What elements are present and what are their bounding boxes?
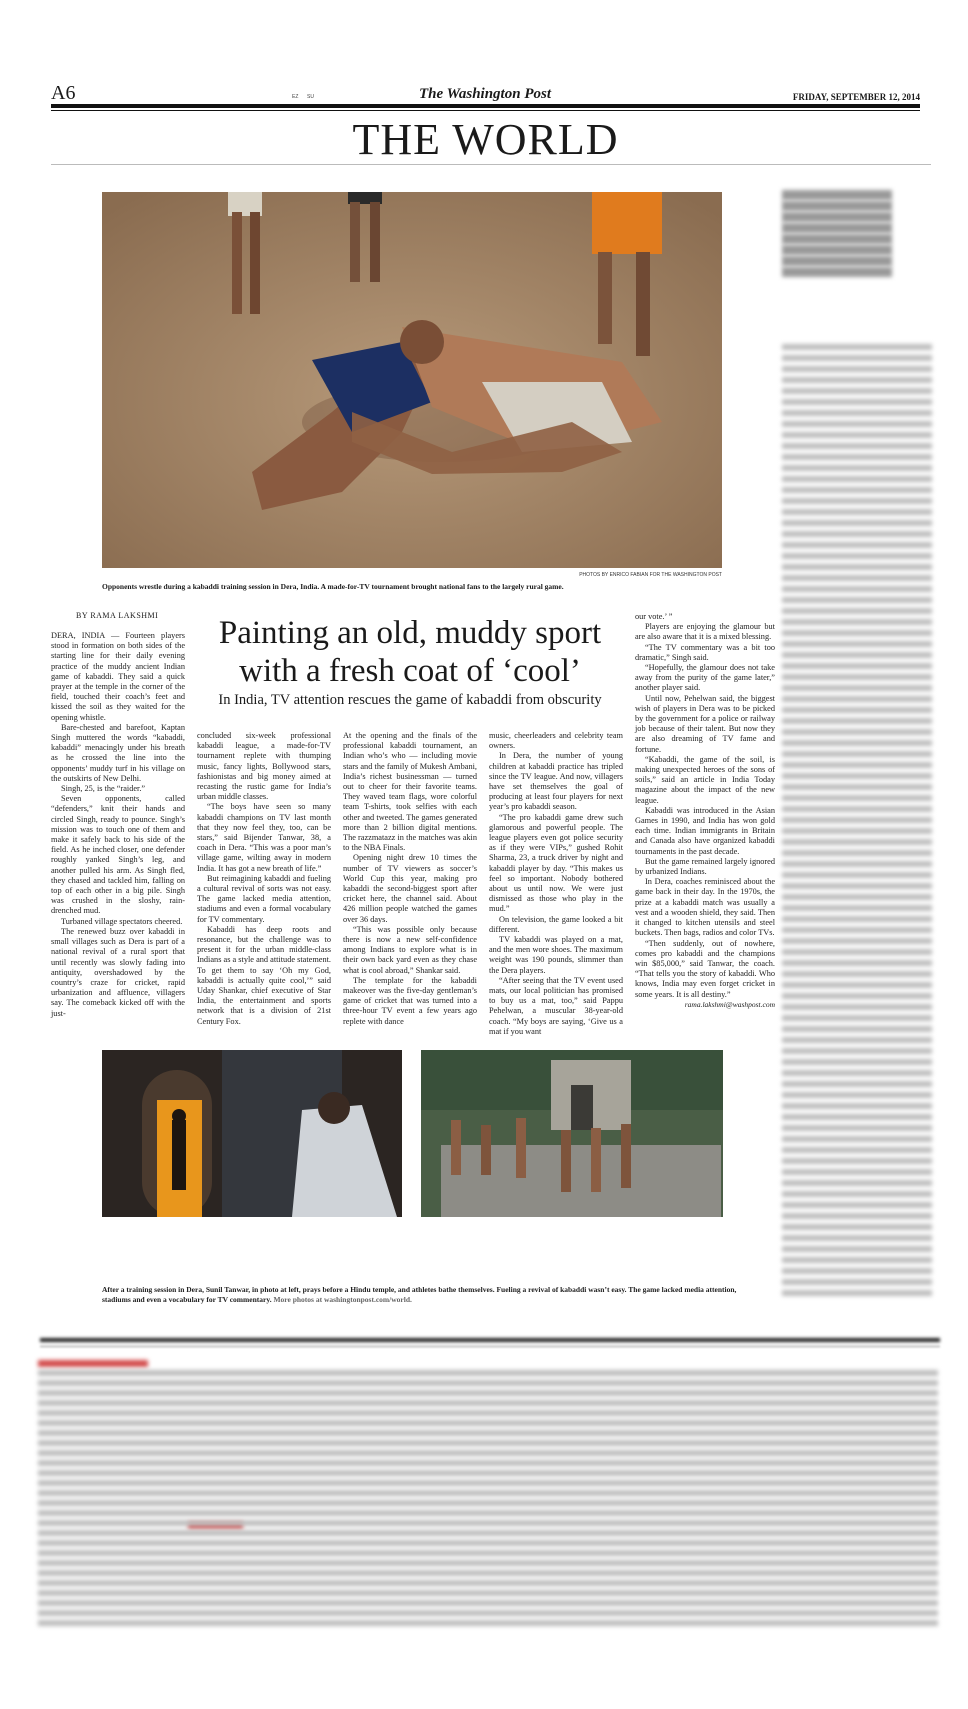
blurred-text-line <box>782 608 932 614</box>
blurred-text-line <box>782 366 932 372</box>
blurred-text-line <box>38 1590 938 1596</box>
blurred-text-line <box>38 1540 938 1546</box>
blurred-text-line <box>782 861 932 867</box>
bathing-photo <box>421 1050 723 1217</box>
author-email: rama.lakshmi@washpost.com <box>684 999 775 1009</box>
blurred-text-line <box>782 828 932 834</box>
blurred-text-line <box>782 1246 932 1252</box>
blurred-text-line <box>782 1114 932 1120</box>
blurred-text-line <box>782 696 932 702</box>
more-photos-link[interactable]: More photos at washingtonpost.com/world. <box>273 1295 412 1304</box>
blurred-text-line <box>782 1092 932 1098</box>
blurred-text-line <box>38 1510 938 1516</box>
blurred-text-line <box>38 1620 938 1626</box>
paragraph: Turbaned village spectators cheered. <box>61 916 183 926</box>
paragraph: Seven opponents, called “defenders,” knit their hands and circled Singh, ready to pounce. Singh’s mission was to touch one of them and make it safely back to his side of the field. As he inched closer, one defender roughly yanked Singh’s leg, and another pulled his arm. As Singh fled, they chased and tackled him, falling on top of each other in a big pile. Singh was crushed in the sloshy, rain-drenched mud. <box>51 794 185 916</box>
blurred-text-line <box>782 399 932 405</box>
article-column-3 <box>343 731 477 1027</box>
masthead-rule <box>51 104 920 108</box>
caption-text: After a training session in Dera, Sunil Tanwar, in photo at left, prays before a Hindu temple, and athletes bathe themselves. Fueling a revival of kabaddi wasn’t easy. The game lacked media attention, stadiums and even a vocabulary for TV commentary. <box>102 1285 737 1304</box>
blurred-text-line <box>782 916 932 922</box>
blurred-text-line <box>38 1410 938 1416</box>
blurred-text-line <box>38 1480 938 1486</box>
blurred-text-line <box>782 1290 932 1296</box>
blurred-text-line <box>782 1235 932 1241</box>
paragraph: “The TV commentary was a bit too dramatic,” Singh said. <box>635 642 775 662</box>
paragraph: our vote.’ ” <box>635 612 673 621</box>
blurred-text-line <box>782 839 932 845</box>
blurred-red-heading <box>38 1360 148 1367</box>
paragraph: At the opening and the finals of the professional kabaddi tournament, an Indian who’s who — including movie stars and the family of Mukesh Ambani, India’s richest businessman — turned out to cheer for their favorite teams. They waved team flags, wore colorful team T-shirts, took selfies with each other and tweeted. The games generated more than 2 billion digital mentions. The razzmatazz in the matches was akin to the NBA Finals. <box>343 731 477 853</box>
blurred-text-line <box>782 1213 932 1219</box>
paragraph: TV kabaddi was played on a mat, and the men wore shoes. The maximum weight was 190 pounds, slimmer than the Dera players. <box>489 935 623 975</box>
blurred-text-line <box>782 531 932 537</box>
blurred-text-line <box>782 894 932 900</box>
blurred-section-rule <box>40 1338 940 1342</box>
blurred-text-line <box>782 443 932 449</box>
blurred-text-line <box>782 1037 932 1043</box>
blurred-text-line <box>782 949 932 955</box>
blurred-text-line <box>782 223 892 233</box>
paragraph: Players are enjoying the glamour but are also aware that it is a mixed blessing. <box>635 622 775 642</box>
blurred-text-line <box>782 1147 932 1153</box>
article-column-2 <box>197 731 331 1027</box>
blurred-text-line <box>782 344 932 350</box>
newspaper-name: The Washington Post <box>419 86 551 102</box>
blurred-text-line <box>782 993 932 999</box>
blurred-text-line <box>782 597 932 603</box>
lower-photos-caption <box>102 1285 747 1305</box>
paragraph: Until now, Pehelwan said, the biggest wish of players in Dera was to be picked by the government for a police or railway job because of their talent. But now they are also dreaming of TV fame and fortune. <box>635 693 775 754</box>
blurred-text-line <box>38 1560 938 1566</box>
blurred-text-line <box>782 1136 932 1142</box>
paragraph: “After seeing that the TV event used mats, our local politician has promised to buy us a mat, too,” said Pappu Pehelwan, a muscular 38-year-old coach. “My boys are saying, ‘Give us a mat if you want <box>489 975 623 1036</box>
section-title: THE WORLD <box>352 115 619 164</box>
paragraph: The template for the kabaddi makeover was the five-day gentleman’s game of cricket that was turned into a three-hour TV event a few years ago replete with dance <box>343 975 477 1026</box>
blurred-text-line <box>782 1180 932 1186</box>
blurred-text-line <box>38 1530 938 1536</box>
blurred-text-line <box>782 564 932 570</box>
edition-mark: SU <box>307 94 314 100</box>
blurred-text-line <box>782 1169 932 1175</box>
blurred-text-line <box>782 487 932 493</box>
blurred-text-line <box>782 652 932 658</box>
blurred-text-line <box>782 960 932 966</box>
blurred-text-line <box>38 1550 938 1556</box>
paragraph: “This was possible only because there is now a new self-confidence among Indians to explore what is in their own back yard even as they chase what is cool abroad,” Shankar said. <box>343 924 477 975</box>
blurred-text-line <box>782 718 932 724</box>
paragraph: Kabaddi was introduced in the Asian Games in 1990, and India has won gold each time. Indian immigrants in Britain and Canada also have organized kabaddi tournaments in the past decade. <box>635 805 775 856</box>
paragraph: Singh, 25, is the “raider.” <box>61 784 146 794</box>
blurred-text-line <box>782 542 932 548</box>
blurred-text-line <box>782 663 932 669</box>
blurred-text-line <box>782 729 932 735</box>
blurred-text-line <box>782 1103 932 1109</box>
paragraph: “The pro kabaddi game drew such glamorous and powerful people. The league players even got police security as if they were VIPs,” gushed Rohit Sharma, 23, a truck driver by night and kabaddi player by day. “This makes us feel so important. Nobody bothered about us until now. We were just dismissed as those who play in the mud.” <box>489 812 623 914</box>
blurred-text-line <box>782 234 892 244</box>
masthead-rule-thin <box>51 110 920 111</box>
blurred-text-line <box>38 1610 938 1616</box>
blurred-text-line <box>782 1257 932 1263</box>
blurred-lower-content <box>38 1360 943 1630</box>
blurred-text-line <box>782 762 932 768</box>
blurred-text-line <box>38 1400 938 1406</box>
blurred-text-line <box>782 1059 932 1065</box>
blurred-text-line <box>782 465 932 471</box>
blurred-text-line <box>782 476 932 482</box>
blurred-text-line <box>782 1081 932 1087</box>
blurred-text-line <box>782 1026 932 1032</box>
paragraph: “Then suddenly, out of nowhere, comes pro kabaddi and the champions win $85,000,” said Tanwar, the coach. “That tells you the story of kabaddi. Who knows, India may even forget cricket in some years. It is all destiny.” <box>635 938 775 999</box>
blurred-text-line <box>38 1390 938 1396</box>
blurred-text-line <box>782 1202 932 1208</box>
blurred-text-line <box>38 1490 938 1496</box>
blurred-text-line <box>782 190 892 200</box>
blurred-text-line <box>782 212 892 222</box>
blurred-text-line <box>782 850 932 856</box>
blurred-text-line <box>782 1191 932 1197</box>
blurred-text-line <box>782 784 932 790</box>
blurred-text-line <box>38 1570 938 1576</box>
article-column-5 <box>635 612 775 1010</box>
blurred-text-line <box>782 806 932 812</box>
blurred-text-line <box>782 641 932 647</box>
blurred-text-line <box>782 586 932 592</box>
blurred-text-line <box>782 740 932 746</box>
deck: In India, TV attention rescues the game of kabaddi from obscurity <box>218 692 602 708</box>
blurred-text-line <box>782 1268 932 1274</box>
blurred-text-line <box>782 927 932 933</box>
blurred-text-line <box>38 1380 938 1386</box>
paragraph: music, cheerleaders and celebrity team owners. <box>489 731 623 751</box>
section-rule <box>51 164 931 165</box>
paragraph: Bare-chested and barefoot, Kaptan Singh muttered the words “kabaddi, kabaddi” menacingly under his breath as he crossed the line into the opponents’ muddy turf in his village on the outskirts of New Delhi. <box>51 722 185 783</box>
blurred-text-line <box>782 432 932 438</box>
blurred-text-line <box>782 245 892 255</box>
paragraph: “Hopefully, the glamour does not take away from the purity of the game later,” another player said. <box>635 663 775 693</box>
blurred-text-line <box>782 817 932 823</box>
blurred-text-line <box>782 410 932 416</box>
blurred-text-line <box>782 883 932 889</box>
blurred-text-line <box>38 1470 938 1476</box>
paragraph: In Dera, coaches reminisced about the game back in their day. In the 1970s, the prize at a kabaddi match was usually a vest and a wooden shield, they said. Then it changed to kitchen utensils and steel buckets. Then bags, radios and color TVs. <box>635 877 775 938</box>
blurred-text-line <box>782 685 932 691</box>
blurred-text-line <box>782 1279 932 1285</box>
paragraph: Kabaddi has deep roots and resonance, but the challenge was to present it for the urban middle-class Indians as a style and attitude statement. To get them to say ‘Oh my God, kabaddi is actually quite cool,’” said Uday Shankar, chief executive of Star India, the entertainment and sports network that is a division of 21st Century Fox. <box>197 924 331 1026</box>
paragraph: concluded six-week professional kabaddi league, a made-for-TV tournament replete with thumping music, fancy lights, Bollywood stars, fashionistas and big money aimed at recasting the rustic game for India’s urban middle classes. <box>197 731 331 802</box>
blurred-text-line <box>38 1580 938 1586</box>
headline-line: Painting an old, muddy sport <box>218 615 602 651</box>
blurred-text-line <box>782 1158 932 1164</box>
blurred-text-line <box>782 355 932 361</box>
photo-credit: PHOTOS BY ENRICO FABIAN FOR THE WASHINGTON POST <box>579 572 722 578</box>
paragraph: DERA, INDIA — Fourteen players stood in formation on both sides of the starting line for their daily evening practice of the muddy ancient Indian game of kabaddi. They said a quick prayer at the temple in the corner of the field, touched their coach’s feet and kissed the soil as they waited for the opening whistle. <box>51 631 185 722</box>
blurred-text-line <box>782 938 932 944</box>
temple-photo <box>102 1050 402 1217</box>
paragraph: The renewed buzz over kabaddi in small villages such as Dera is part of a national revival of a rural sport that until recently was slowly fading into antiquity, overshadowed by the country’s craze for cricket, rapid urbanization and affluence, villagers say. The comeback kicked off with the just- <box>51 926 185 1018</box>
blurred-text-line <box>782 201 892 211</box>
paragraph: On television, the game looked a bit different. <box>489 914 623 934</box>
blurred-text-line <box>38 1440 938 1446</box>
blurred-text-line <box>782 630 932 636</box>
blurred-text-line <box>782 1004 932 1010</box>
paragraph: In Dera, the number of young children at kabaddi practice has tripled since the TV league. And now, villagers have set themselves the goal of producing at least four players for next year’s pro kabaddi season. <box>489 751 623 812</box>
blurred-text-line <box>782 1015 932 1021</box>
paragraph: But reimagining kabaddi and fueling a cultural revival of sorts was not easy. The game lacked media attention, stadiums and even a formal vocabulary for TV commentary. <box>197 873 331 924</box>
blurred-text-line <box>782 971 932 977</box>
blurred-text-line <box>782 707 932 713</box>
article-column-1 <box>51 631 185 1019</box>
paragraph: Opening night drew 10 times the number of TV viewers as soccer’s World Cup this year, making pro kabaddi the second-biggest sport after cricket here, the channel said. About 426 million people watched the games over 36 days. <box>343 853 477 924</box>
blurred-text-line <box>782 1070 932 1076</box>
blurred-text-line <box>782 619 932 625</box>
blurred-text-line <box>782 520 932 526</box>
blurred-text-line <box>782 1125 932 1131</box>
blurred-text-line <box>782 674 932 680</box>
issue-date: FRIDAY, SEPTEMBER 12, 2014 <box>792 92 920 102</box>
paragraph: But the game remained largely ignored by urbanized Indians. <box>635 856 775 877</box>
blurred-text-line <box>38 1370 938 1376</box>
blurred-section-rule-thin <box>40 1346 940 1347</box>
blurred-text-line <box>782 509 932 515</box>
blurred-text-line <box>38 1520 938 1526</box>
blurred-text-line <box>782 773 932 779</box>
byline: BY RAMA LAKSHMI <box>76 611 159 620</box>
blurred-text-line <box>38 1600 938 1606</box>
page-number: A6 <box>51 82 76 104</box>
blurred-text-line <box>38 1420 938 1426</box>
blurred-text-line <box>782 454 932 460</box>
blurred-text-line <box>782 905 932 911</box>
article-column-4 <box>489 731 623 1037</box>
edition-mark: EZ <box>292 94 299 100</box>
main-photo-caption: Opponents wrestle during a kabaddi training session in Dera, India. A made-for-TV tournament brought national fans to the largely rural game. <box>102 582 564 591</box>
blurred-text-line <box>782 872 932 878</box>
blurred-adjacent-column <box>782 190 942 1310</box>
blurred-text-line <box>782 751 932 757</box>
blurred-text-line <box>38 1500 938 1506</box>
blurred-text-line <box>782 982 932 988</box>
main-photo <box>102 192 722 568</box>
blurred-text-line <box>38 1450 938 1456</box>
headline <box>200 614 620 690</box>
blurred-text-line <box>782 267 892 277</box>
blurred-text-line <box>782 575 932 581</box>
blurred-text-line <box>782 498 932 504</box>
paragraph: “Kabaddi, the game of the soil, is making unexpected heroes of the sons of soils,” said an article in India Today magazine about the impact of the new league. <box>635 754 775 805</box>
blurred-text-line <box>782 388 932 394</box>
blurred-text-line <box>782 1048 932 1054</box>
blurred-text-line <box>782 421 932 427</box>
blurred-text-line <box>38 1430 938 1436</box>
blurred-text-line <box>782 553 932 559</box>
blurred-text-line <box>782 795 932 801</box>
headline-line: with a fresh coat of ‘cool’ <box>239 653 581 689</box>
paragraph: “The boys have seen so many kabaddi champions on TV last month that they now feel they, too, can be stars,” said Bijender Tanwar, 38, a coach in Dera. “This was a poor man’s village game, wilting away in modern India. It has got a new breath of life.” <box>197 802 331 873</box>
blurred-text-line <box>38 1460 938 1466</box>
blurred-text-line <box>782 1224 932 1230</box>
blurred-text-line <box>782 256 892 266</box>
blurred-text-line <box>782 377 932 383</box>
